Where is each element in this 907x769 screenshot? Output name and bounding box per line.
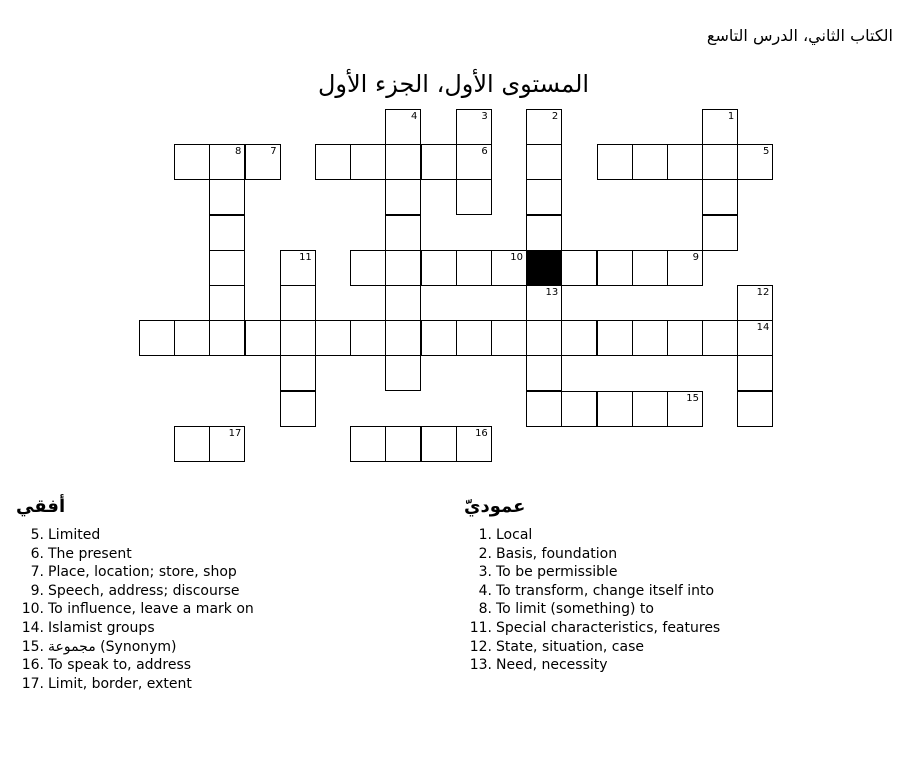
grid-cell[interactable] [526,144,562,180]
grid-cell[interactable] [280,355,316,391]
grid-cell[interactable] [209,179,245,215]
grid-cell[interactable] [667,144,703,180]
grid-cell[interactable] [702,109,738,145]
clue-number-label: 12. [469,638,492,655]
clue-text: To transform, change itself into [496,582,715,599]
across-clue [18,656,254,675]
grid-cell[interactable] [209,144,245,180]
clue-number: 10 [510,251,523,263]
clue-number-label: 6. [30,545,44,562]
clue-number-label: 16. [21,657,44,674]
grid-cell[interactable] [456,250,492,286]
down-heading: عموديّ [464,496,526,517]
grid-cell[interactable] [632,250,668,286]
down-clue [466,638,720,657]
grid-cell[interactable] [667,320,703,356]
grid-cell[interactable] [632,144,668,180]
grid-cell[interactable] [526,355,562,391]
grid-cell[interactable] [456,109,492,145]
grid-cell[interactable] [737,144,773,180]
grid-cell[interactable] [597,144,633,180]
grid-cell[interactable] [597,250,633,286]
clue-number: 9 [692,251,699,263]
clue-number: 15 [686,392,699,404]
grid-cell[interactable] [667,250,703,286]
clue-number-label: 1. [478,527,492,543]
grid-cell[interactable] [385,355,421,391]
clue-number: 7 [270,146,277,158]
down-clue [466,619,720,638]
grid-cell[interactable] [526,285,562,321]
grid-cell[interactable] [245,144,281,180]
clue-number: 8 [235,146,242,158]
grid-cell[interactable] [702,320,738,356]
grid-cell[interactable] [456,426,492,462]
clue-number: 12 [756,287,770,298]
clue-number-label: 10. [21,601,44,618]
clue-number-label: 4. [478,582,492,599]
clue-number: 1 [727,111,735,122]
grid-cell[interactable] [280,285,316,321]
grid-cell[interactable] [385,426,421,462]
clue-number: 13 [545,287,559,298]
grid-cell[interactable] [245,320,281,356]
grid-cell[interactable] [632,320,668,356]
across-clue [18,638,254,657]
grid-cell[interactable] [421,320,457,356]
clue-text: To limit (something) to [496,601,654,618]
down-clue [466,526,720,545]
grid-cell[interactable] [385,144,421,180]
clue-text: Limit, border, extent [48,675,192,692]
grid-cell[interactable] [385,285,421,321]
grid-cell[interactable] [632,391,668,427]
across-clue [18,600,254,619]
grid-cell[interactable] [315,320,351,356]
clue-text: Need, necessity [496,657,608,674]
grid-cell[interactable] [526,391,562,427]
grid-cell[interactable] [597,391,633,427]
clue-number-label: 3. [478,564,492,581]
grid-cell[interactable] [737,285,773,321]
across-clue [18,563,254,582]
grid-cell[interactable] [421,144,457,180]
clue-number: 2 [551,111,559,122]
grid-cell[interactable] [456,320,492,356]
grid-cell[interactable] [350,320,386,356]
black-cell [526,250,562,286]
grid-cell[interactable] [597,320,633,356]
grid-cell[interactable] [174,426,210,462]
clue-text: To speak to, address [48,657,192,674]
grid-cell[interactable] [456,144,492,180]
grid-cell[interactable] [385,179,421,215]
grid-cell[interactable] [315,144,351,180]
grid-cell[interactable] [280,320,316,356]
clue-number-label: 2. [478,545,492,562]
clue-text: Islamist groups [48,619,155,636]
clue-number: 11 [299,251,312,263]
across-clue [18,526,254,545]
clue-text: The present [48,545,132,562]
grid-cell[interactable] [209,215,245,251]
clue-number-label: 5. [30,527,44,543]
clue-number-label: 13. [469,657,492,674]
document-header: الكتاب الثاني، الدرس التاسع [706,26,893,45]
clue-text: To influence, leave a mark on [48,601,254,618]
grid-cell[interactable] [456,179,492,215]
clue-number: 5 [763,146,770,158]
grid-cell[interactable] [209,285,245,321]
clue-number: 6 [481,146,488,158]
grid-cell[interactable] [350,426,386,462]
clue-text: Basis, foundation [496,545,618,562]
grid-cell[interactable] [350,250,386,286]
page-title: المستوى الأول، الجزء الأول [317,70,590,98]
clue-number-label: 9. [30,582,44,599]
down-clue [466,656,720,675]
down-clue [466,545,720,564]
grid-cell[interactable] [526,179,562,215]
clue-text: Place, location; store, shop [48,564,237,581]
grid-cell[interactable] [491,320,527,356]
clue-number: 4 [411,111,418,122]
clue-text: Special characteristics, features [496,619,721,636]
grid-cell[interactable] [526,215,562,251]
grid-cell[interactable] [667,391,703,427]
grid-cell[interactable] [737,391,773,427]
clue-text: مجموعة (Synonym) [48,638,177,655]
clue-text: To be permissible [496,564,618,581]
grid-cell[interactable] [139,320,175,356]
clue-number: 14 [756,322,770,334]
clue-number-label: 17. [21,675,44,692]
down-clue [466,600,720,619]
across-clue [18,675,254,694]
down-clue-list [466,526,720,675]
grid-cell[interactable] [702,179,738,215]
grid-cell[interactable] [702,144,738,180]
clue-text: Speech, address; discourse [48,582,240,599]
grid-cell[interactable] [702,215,738,251]
across-clue [18,619,254,638]
grid-cell[interactable] [561,250,597,286]
grid-cell[interactable] [209,426,245,462]
down-clue [466,563,720,582]
grid-cell[interactable] [209,250,245,286]
clue-number-label: 11. [469,619,492,636]
grid-cell[interactable] [209,320,245,356]
down-clue [466,582,720,601]
grid-cell[interactable] [561,320,597,356]
clue-number-label: 15. [21,638,44,655]
grid-cell[interactable] [174,144,210,180]
grid-cell[interactable] [491,250,527,286]
grid-cell[interactable] [421,250,457,286]
clue-number: 3 [481,111,488,122]
grid-cell[interactable] [526,320,562,356]
clue-number: 16 [475,427,488,439]
clue-number-label: 7. [30,564,44,581]
grid-cell[interactable] [561,391,597,427]
grid-cell[interactable] [280,250,316,286]
grid-cell[interactable] [526,109,562,145]
grid-cell[interactable] [385,215,421,251]
clue-text: Local [496,527,533,543]
grid-cell[interactable] [737,355,773,391]
grid-cell[interactable] [737,320,773,356]
grid-cell[interactable] [385,320,421,356]
grid-cell[interactable] [350,144,386,180]
across-heading: أفقي [16,496,66,517]
grid-cell[interactable] [174,320,210,356]
clue-number-label: 14. [21,619,44,636]
across-clue-list [18,526,254,693]
clue-number: 17 [228,427,242,439]
grid-cell[interactable] [421,426,457,462]
clue-number-label: 8. [478,601,492,618]
clue-text: State, situation, case [496,638,644,655]
across-clue [18,545,254,564]
across-clue [18,582,254,601]
grid-cell[interactable] [385,109,421,145]
clue-text: Limited [48,527,101,543]
grid-cell[interactable] [280,391,316,427]
grid-cell[interactable] [385,250,421,286]
